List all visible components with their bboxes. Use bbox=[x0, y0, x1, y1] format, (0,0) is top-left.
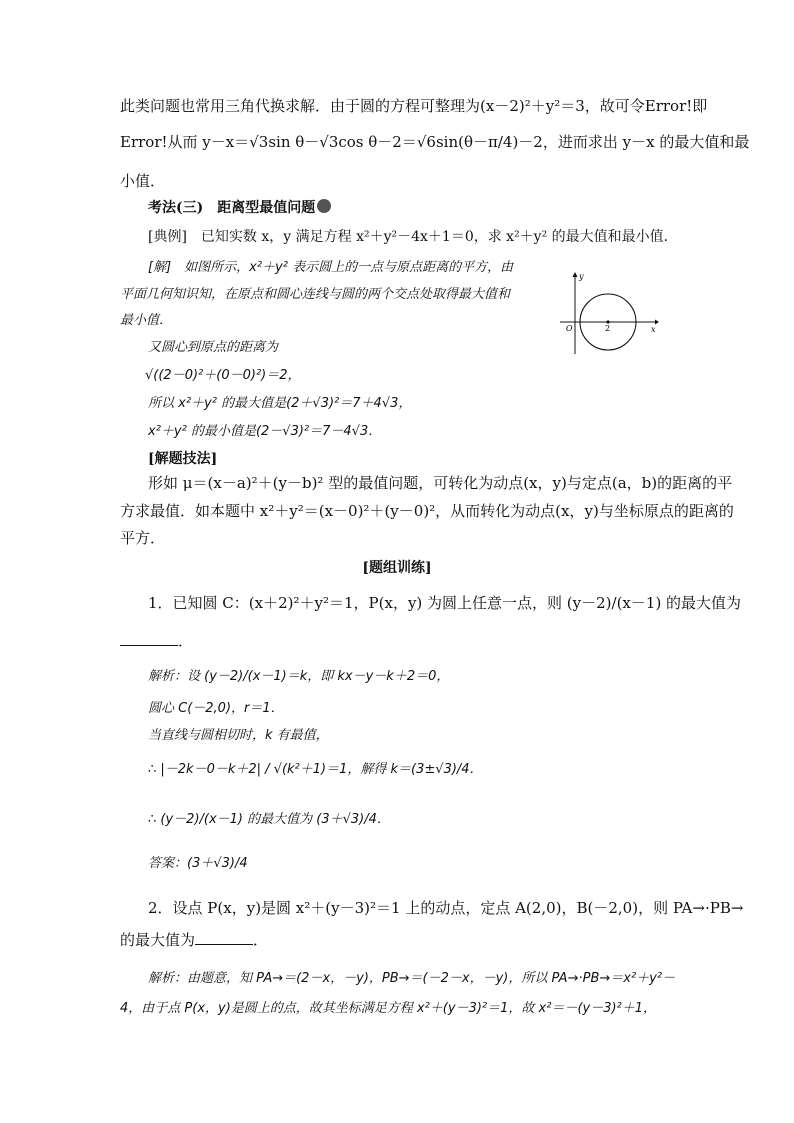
section-heading-text: 考法(三) 距离型最值问题 bbox=[148, 200, 316, 216]
answer-1-line-5: ∴ (y－2)/(x－1) 的最大值为 (3＋√3)/4． bbox=[148, 812, 390, 827]
question-1-period: ． bbox=[178, 632, 194, 650]
intro-line-3: 小值． bbox=[120, 172, 166, 190]
example-problem: [典例] 已知实数 x，y 满足方程 x²＋y²－4x＋1＝0，求 x²＋y² 的最大值和最小值． bbox=[148, 229, 678, 245]
answer-1-line-4: ∴ |－2k－0－k＋2| / √(k²＋1)＝1，解得 k＝(3±√3)/4． bbox=[148, 762, 483, 777]
section-heading bbox=[148, 197, 331, 217]
x-axis-label: x bbox=[651, 325, 656, 334]
tips-line-2: 方求最值．如本题中 x²＋y²＝(x－0)²＋(y－0)²，从而转化为动点(x，y)与坐标原点的距离的 bbox=[120, 502, 734, 520]
answer-blank-2 bbox=[195, 932, 253, 945]
answer-2-line-2: 4，由于点 P(x，y)是圆上的点，故其坐标满足方程 x²＋(y－3)²＝1，故 x²＝－(y－3)²＋1， bbox=[120, 1001, 657, 1016]
solution-line-5: √((2－0)²＋(0－0)²)＝2， bbox=[145, 368, 301, 383]
intro-line-1: 此类问题也常用三角代换求解．由于圆的方程可整理为(x－2)²＋y²＝3，故可令Error!即 bbox=[120, 97, 708, 115]
answer-2-line-1: 解析：由题意，知 PA→＝(2－x，－y)，PB→＝(－2－x，－y)，所以 PA→·PB→＝x²＋y²－ bbox=[148, 971, 676, 986]
intro-line-2: Error!从而 y－x＝√3sin θ－√3cos θ－2＝√6sin(θ－π/4)－2，进而求出 y－x 的最大值和最 bbox=[120, 133, 750, 151]
bullet-dot-icon bbox=[317, 199, 331, 213]
answer-1-line-2: 圆心 C(－2,0)，r＝1． bbox=[148, 701, 284, 716]
solution-line-1: [解] 如图所示，x²＋y² 表示圆上的一点与原点距离的平方，由 bbox=[148, 260, 514, 275]
answer-blank-1 bbox=[120, 633, 178, 646]
origin-label: O bbox=[566, 324, 573, 333]
solution-line-4: 又圆心到原点的距离为 bbox=[148, 340, 279, 355]
tips-title: [解题技法] bbox=[148, 451, 218, 467]
answer-1-line-1: 解析：设 (y－2)/(x－1)＝k，即 kx－y－k＋2＝0， bbox=[148, 669, 450, 684]
circle-diagram bbox=[555, 270, 660, 358]
solution-line-2: 平面几何知识知，在原点和圆心连线与圆的两个交点处取得最大值和 bbox=[120, 287, 511, 302]
question-2-line-1: 2．设点 P(x，y)是圆 x²＋(y－3)²＝1 上的动点，定点 A(2,0)，B(－2,0)，则 PA→·PB→ bbox=[148, 899, 744, 917]
y-axis-arrow-icon bbox=[573, 272, 578, 277]
solution-line-6: 所以 x²＋y² 的最大值是(2＋√3)²＝7＋4√3， bbox=[148, 396, 412, 411]
solution-line-7: x²＋y² 的最小值是(2－√3)²＝7－4√3． bbox=[148, 424, 382, 439]
tips-line-1: 形如 μ＝(x－a)²＋(y－b)² 型的最值问题，可转化为动点(x，y)与定点(a，b)的距离的平 bbox=[148, 474, 733, 492]
center-label: 2 bbox=[605, 324, 611, 333]
answer-1-line-3: 当直线与圆相切时，k 有最值， bbox=[148, 728, 329, 743]
question-2-period: ． bbox=[253, 931, 269, 949]
question-2-line-2 bbox=[120, 929, 268, 950]
solution-line-3: 最小值． bbox=[120, 313, 173, 328]
x-axis-arrow-icon bbox=[655, 320, 659, 325]
y-axis-label: y bbox=[579, 272, 584, 281]
answer-1-result: 答案：(3＋√3)/4 bbox=[148, 856, 248, 871]
question-2-text: 的最大值为 bbox=[120, 931, 196, 949]
practice-title: [题组训练] bbox=[362, 560, 432, 576]
tips-line-3: 平方． bbox=[120, 529, 166, 547]
question-1-line-1: 1．已知圆 C：(x＋2)²＋y²＝1，P(x，y) 为圆上任意一点，则 (y－2)/(x－1) 的最大值为 bbox=[148, 594, 742, 612]
question-1-line-2 bbox=[120, 630, 193, 651]
